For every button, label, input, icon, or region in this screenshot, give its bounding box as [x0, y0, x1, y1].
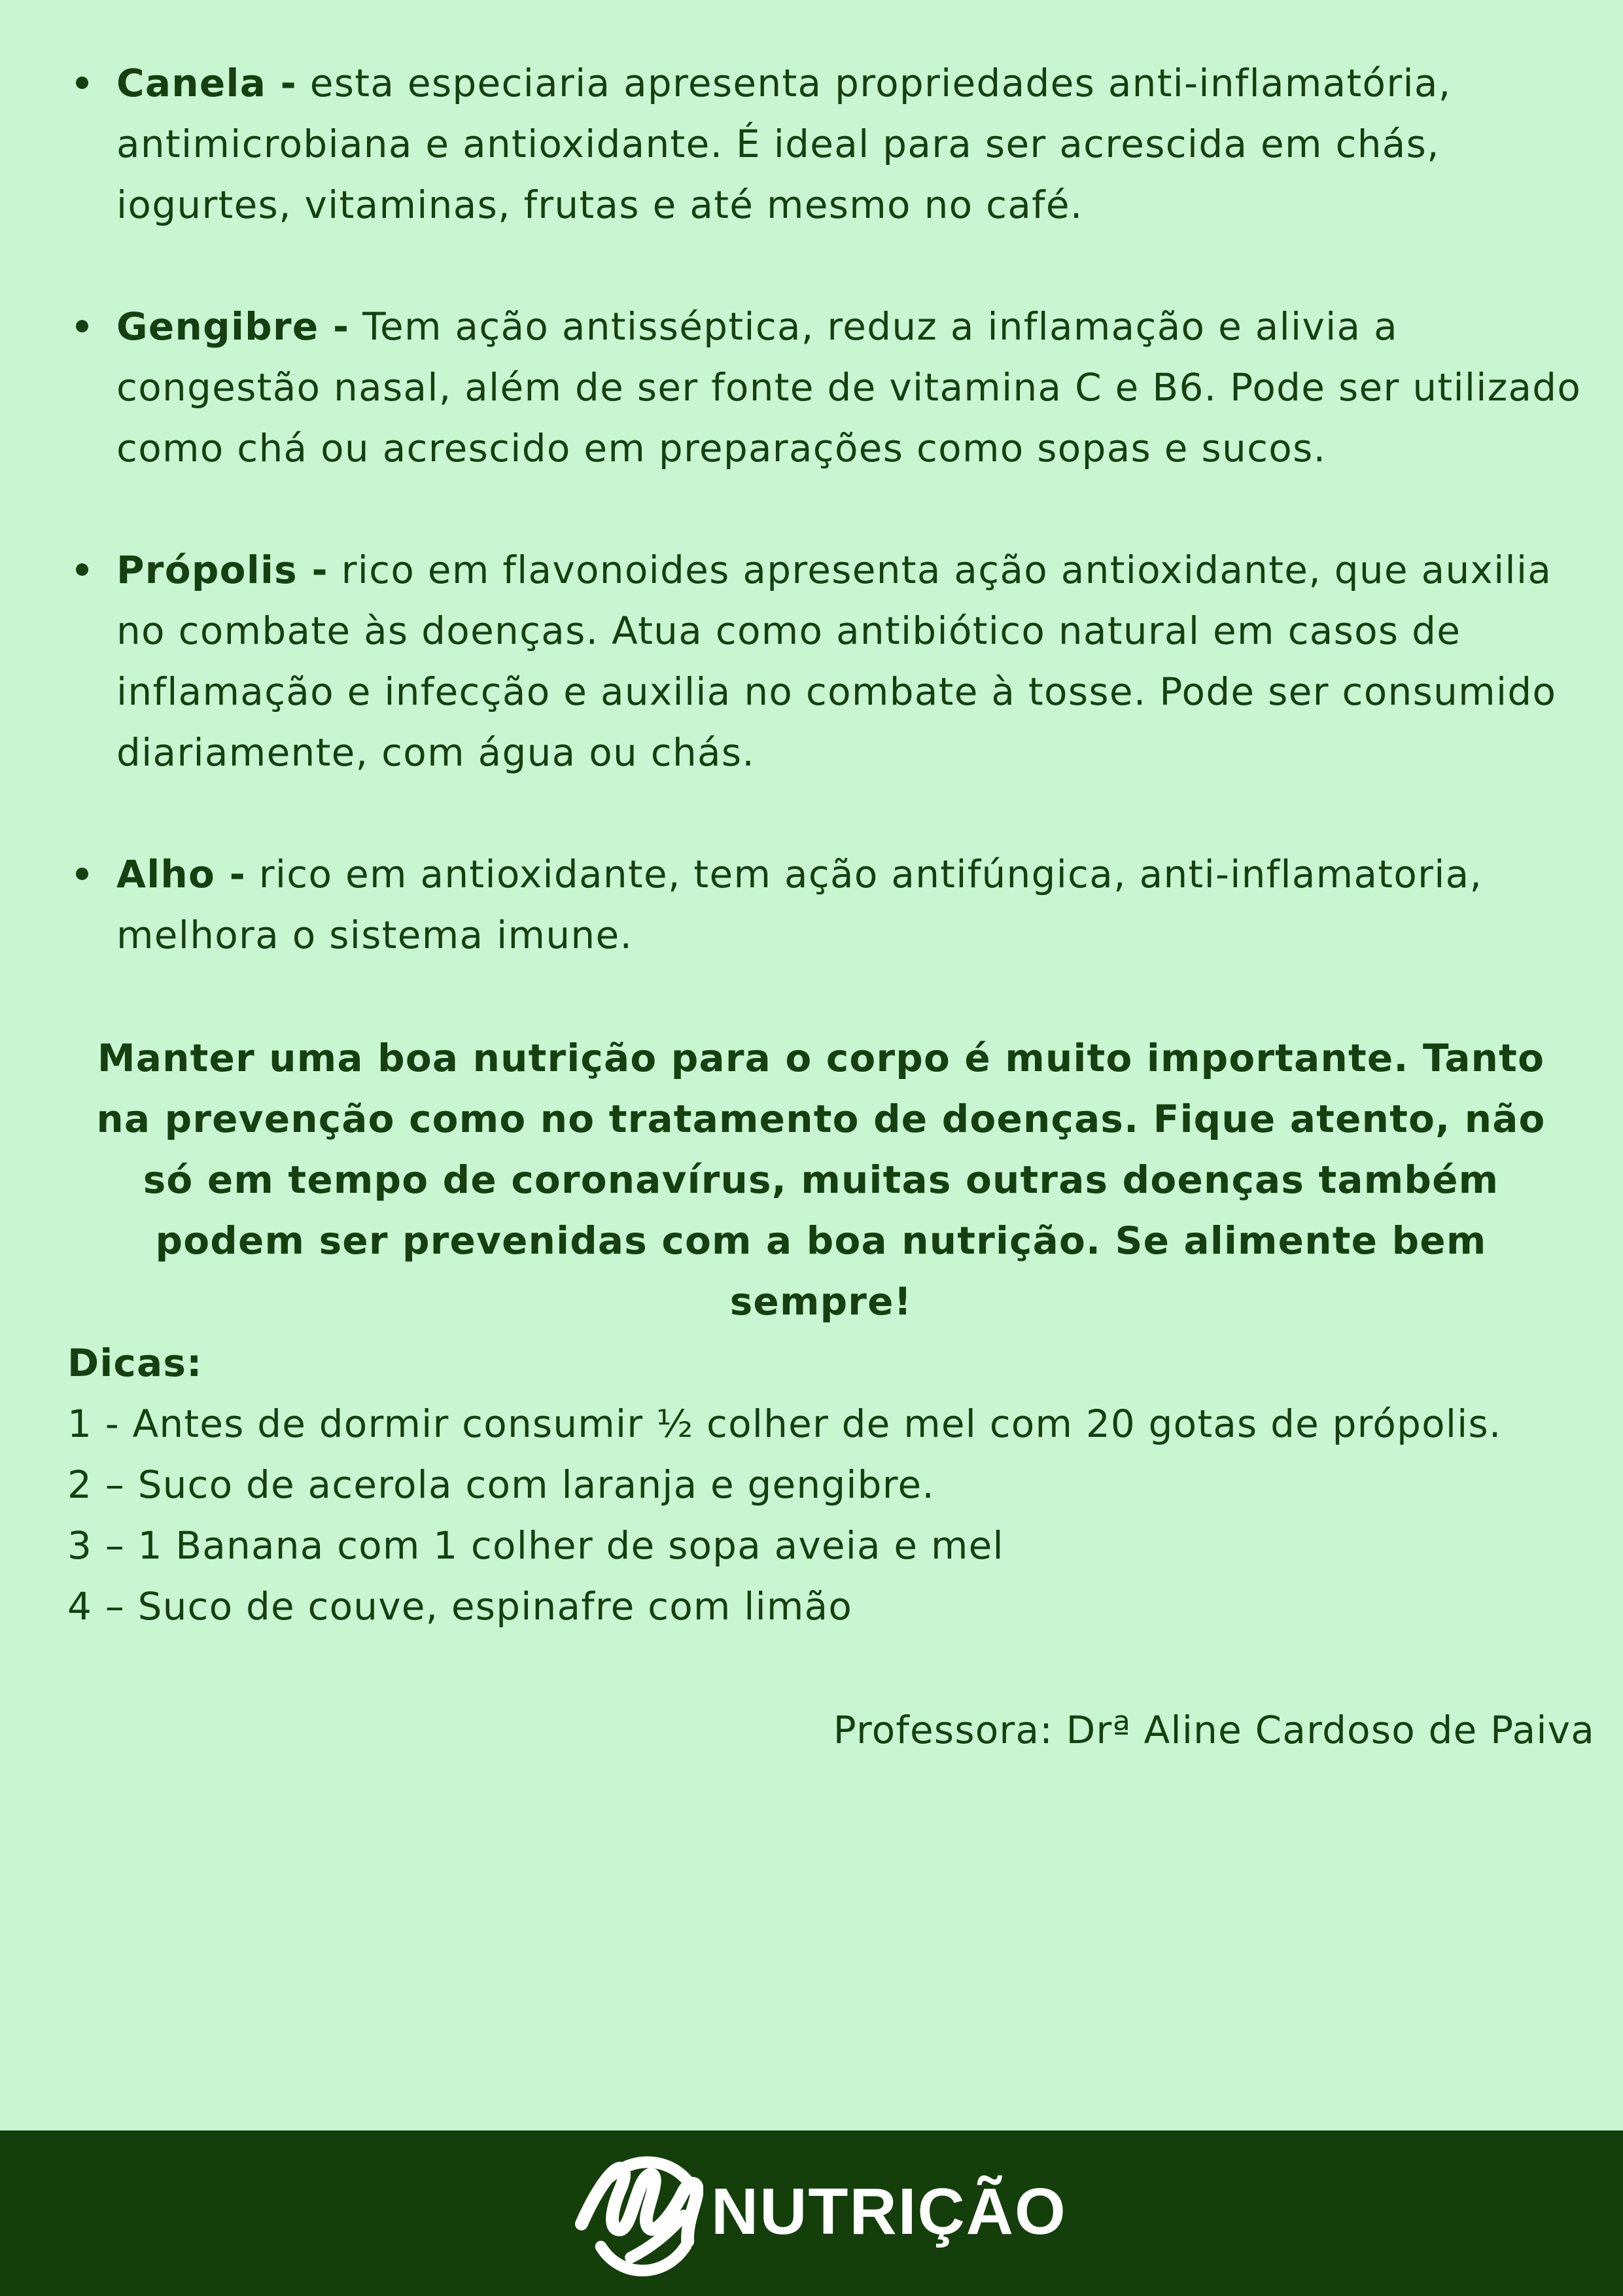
- brand-name: NUTRIÇÃO: [711, 2175, 1067, 2248]
- item-term: Canela -: [116, 61, 298, 105]
- list-item: [116, 53, 1601, 236]
- footer-bar: [0, 2130, 1623, 2296]
- tip-item: 4 – Suco de couve, espinafre com limão: [67, 1584, 853, 1629]
- item-term: Alho -: [116, 852, 246, 896]
- list-item: [116, 540, 1601, 783]
- list-item: [116, 296, 1601, 479]
- professor-signature: Professora: Drª Aline Cardoso de Paiva: [833, 1708, 1595, 1752]
- item-text: esta especiaria apresenta propriedades anti-inflamatória, antimicrobiana e antioxidante. É ideal para ser acrescida em chás, iogurtes, vitaminas, frutas e até mesmo no café.: [116, 61, 1452, 227]
- nutrition-logo: [574, 2149, 1071, 2280]
- item-text: Tem ação antisséptica, reduz a inflamação e alivia a congestão nasal, além de ser fonte de vitamina C e B6. Pode ser utilizado como chá ou acrescido em preparações como sopas e sucos.: [116, 304, 1582, 470]
- item-text: rico em antioxidante, tem ação antifúngica, anti-inflamatoria, melhora o sistema imune.: [116, 852, 1483, 957]
- item-text: rico em flavonoides apresenta ação antioxidante, que auxilia no combate às doenças. Atua como antibiótico natural em casos de inflamação e infecção e auxilia no combate à tosse. Pode ser consumido diariamente, com água ou chás.: [116, 548, 1557, 775]
- item-term: Própolis -: [116, 548, 328, 592]
- tips-section: [67, 1333, 1572, 1637]
- item-term: Gengibre -: [116, 304, 350, 349]
- list-item: [116, 844, 1601, 966]
- bullet-icon: [76, 563, 88, 576]
- tip-item: 3 – 1 Banana com 1 colher de sopa aveia e mel: [67, 1523, 1004, 1568]
- bullet-icon: [76, 868, 88, 880]
- bullet-icon: [76, 320, 88, 332]
- nutrition-logo-icon: [574, 2149, 703, 2278]
- nutrition-callout: Manter uma boa nutrição para o corpo é muito importante. Tanto na prevenção como no tratamento de doenças. Fique atento, não só em tempo de coronavírus, muitas outras doenças também podem ser prevenidas com a boa nutrição. Se alimente bem sempre!: [96, 1036, 1546, 1324]
- tip-item: 2 – Suco de acerola com laranja e gengibre.: [67, 1462, 935, 1507]
- tips-title: Dicas:: [67, 1341, 203, 1385]
- bullet-icon: [76, 77, 88, 89]
- tip-item: 1 - Antes de dormir consumir ½ colher de mel com 20 gotas de própolis.: [67, 1402, 1502, 1446]
